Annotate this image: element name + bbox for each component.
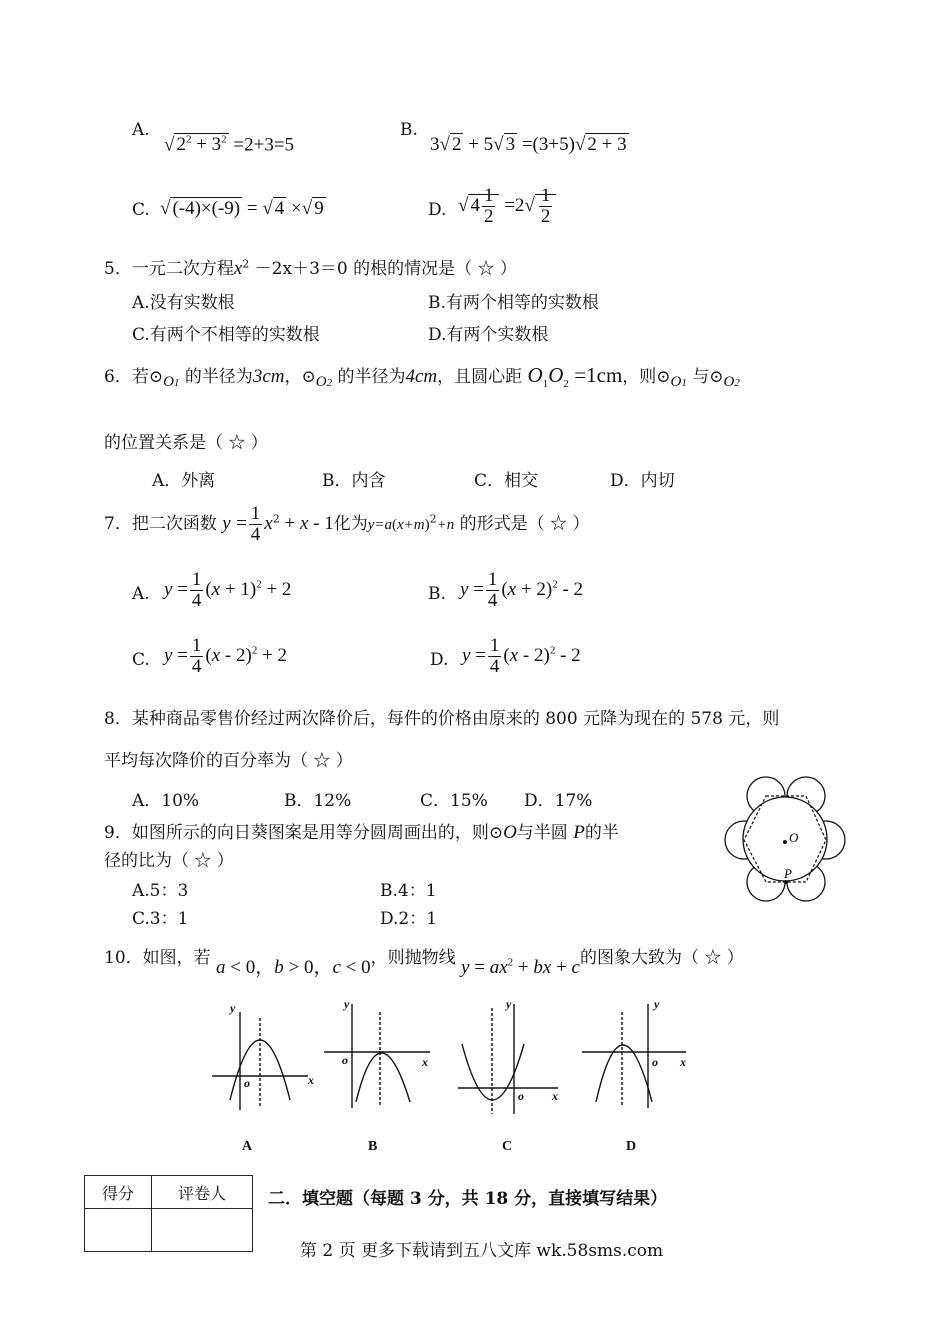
graph-b-origin: o [342,1053,348,1067]
graph-c-x-label: x [552,1089,558,1103]
q7-option-d-expr: y = $\frac{1}{4}$ (x - 2)$^2$ - 2 [462,635,581,677]
score-table [84,1175,253,1252]
graph-d-y-label: y [654,998,660,1011]
graph-d-x-label: x [680,1055,686,1069]
graph-c-caption: C [502,1139,513,1154]
graph-d-origin: o [652,1055,658,1069]
score-cell [85,1209,152,1252]
sunflower-label-p: P [784,866,792,881]
graph-a-y-label: y [230,1001,236,1015]
q9-stem-line1: 9．如图所示的向日葵图案是用等分圆周画出的，则⊙O与半圆 P的半 [104,822,619,843]
graph-a-x-label: x [308,1073,314,1087]
q7-option-c-expr: y = $\frac{1}{4}$ (x - 2)$^2$ + 2 [164,635,288,677]
q7-option-d-label: D. [430,650,449,670]
q7-option-b-label: B. [428,584,446,604]
q9-option-b: B.4：1 [380,881,437,901]
q7-option-a-expr: y = $\frac{1}{4}$ $(x + 1)^2 + 2$ [164,569,292,611]
sunflower-label-o: O [789,830,799,845]
page-footer: 第 2 页 更多下载请到五八文库 wk.58sms.com [300,1241,664,1261]
q7-option-c-label: C. [132,650,150,670]
grader-cell [152,1209,253,1252]
q8-option-a: A．10% [132,791,200,811]
q4-option-a-expr: √ $2^2 + 3^2 =2+3=5$ [164,134,295,156]
graph-a-caption: A [242,1139,253,1154]
section-2-heading: 二．填空题（每题 3 分，共 18 分，直接填写结果） [268,1189,668,1209]
q8-stem-line1: 8．某种商品零售价经过两次降价后，每件的价格由原来的 800 元降为现在的 578 元，则 [104,709,780,729]
q7-stem: 7．把二次函数 y = $\frac{1}{4}$ $x^2 + x - 1$化为$y=a(x+m)^2+n$ 的形式是（ ☆ ） [104,503,590,545]
q6-stem: 6．若$⊙_{O1}$ 的半径为3cm，$⊙_{O2}$ 的半径为4cm，且圆心距 $O_1O_2 =1cm$，则$⊙_{O1}$ 与$⊙_{O2}$ [104,363,740,391]
q4-option-b-label: B. [400,120,418,140]
graph-c-origin: o [518,1089,524,1103]
graph-b-x-label: x [422,1055,428,1069]
q6-option-d: D．内切 [610,471,675,491]
q6-option-a: A．外离 [152,471,216,491]
graph-c-y-label: y [506,998,512,1011]
q5-option-c: C.有两个不相等的实数根 [132,325,320,345]
q10-graphs [200,998,730,1158]
q5-stem: 5．一元二次方程$x^2 -2x+3=0$ 的根的情况是（ ☆ ） [104,257,517,279]
sunflower-figure [722,776,846,904]
q4-option-d-label: D. [428,200,447,220]
graph-b-caption: B [368,1139,378,1154]
q8-option-d: D．17% [524,791,593,811]
q5-option-d: D.有两个实数根 [428,325,549,345]
q4-option-c-expr: √ (-4)×(-9) = √ 4 ×√ 9 [160,198,324,219]
q5-option-a: A.没有实数根 [132,293,235,313]
q4-option-b-expr: 3√ 2 + 5√ 3 =(3+5)√ 2 + 3 [430,134,627,155]
q4-option-a-label: A. [132,120,150,140]
q7-option-a-label: A. [132,584,150,604]
graph-a-origin: o [244,1076,250,1090]
q8-stem-line2: 平均每次降价的百分率为（ ☆ ） [104,751,353,771]
q7-option-b-expr: y = $\frac{1}{4}$ $(x + 2)^2 - 2$ [460,569,584,611]
q6-option-b: B．内含 [322,471,386,491]
graph-b-y-label: y [344,998,350,1011]
q6-option-c: C．相交 [474,471,539,491]
q9-stem-line2: 径的比为（ ☆ ） [104,851,234,871]
q10-stem: 10．如图，若 a < 0，b > 0，c < 0，则抛物线 $y = ax^2$ + bx + c的图象大致为（ ☆ ） [104,948,744,978]
q4-option-c-label: C. [132,200,150,220]
q5-option-b: B.有两个相等的实数根 [428,293,599,313]
q8-option-c: C．15% [420,791,488,811]
q4-option-d-expr: √ 4 $\frac{1}{2}$ =2√ $\frac{1}{2}$ [458,186,556,227]
q9-option-a: A.5：3 [132,881,189,901]
score-header: 得分 [85,1176,152,1209]
q9-option-d: D.2：1 [380,909,438,929]
q6-stem-line2: 的位置关系是（ ☆ ） [104,433,268,453]
q8-option-b: B．12% [284,791,352,811]
q9-option-c: C.3：1 [132,909,189,929]
grader-header: 评卷人 [152,1176,253,1209]
graph-d-caption: D [626,1139,637,1154]
